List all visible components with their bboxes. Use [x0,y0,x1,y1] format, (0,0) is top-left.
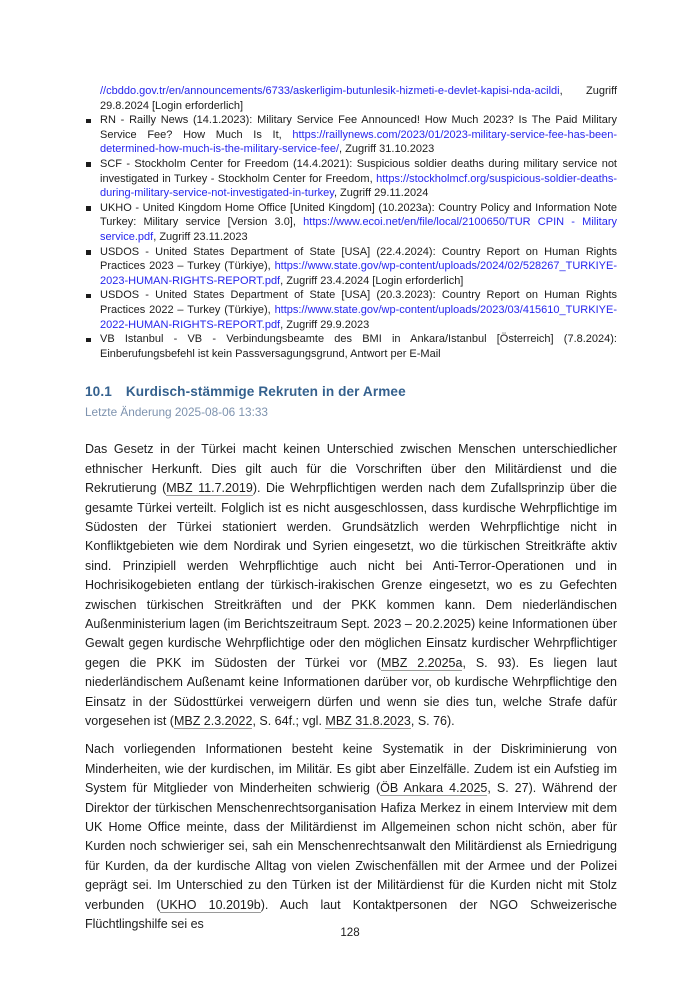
external-link[interactable]: https://raillynews.com/2023/01/2023-military-service-fee-has-been-determined-how-much-is-the-military-service-fee/ [100,128,617,156]
reference-item [85,201,617,245]
text-run: USDOS - United States Department of State [USA] (20.3.2023): Country Report on Human Rights Practices 2022 – Turkey (Türkiye), [100,289,617,316]
text-run: ). Auch laut Kontaktpersonen der NGO Schweizerische Flüchtlingshilfe sei es [85,897,618,932]
page-number: 128 [340,926,360,939]
text-run: , S. 93). Es liegen laut niederländischem Außenamt keine Informationen darüber vor, ob kurdische Wehrpflichtige den Einsatz in der Südosttürkei verweigern dürfen und wenn sie dies tun, welche Strafe dafür vorgesehen ist ( [85,655,617,728]
reference-continuation [85,84,617,113]
reference-item [85,113,617,157]
text-run: ). Die Wehrpflichtigen werden nach dem Zufallsprinzip über die gesamte Türkei verteilt. Folglich ist es nicht ausgeschlossen, dass kurdische Wehrpflichtige im Südosten der Türkei stationiert werden. Grundsätzlich werden Wehrpflichtige nicht in Konfliktgebieten wie dem Nordirak und Syrien eingesetzt, wo die türkischen Streitkräfte aktiv sind. Prinzipiell werden Wehrpflichtige auch nicht bei Anti-Terror-Operationen und in Hochrisikogebieten entlang der türkisch-irakischen Grenze eingesetzt, wo es zu Gefechten zwischen türkischen Streitkräften und der PKK kommen kann. Dem niederländischen Außenministerium lagen (im Berichtszeitraum Sept. 2023 – 20.2.2025) keine Informationen über Gewalt gegen kurdische Wehrpflichtige oder den möglichen Einsatz kurdischer Wehrpflichtiger gegen die PKK im Südosten der Türkei vor ( [85,481,618,670]
source-reference-link[interactable]: MBZ 31.8.2023 [325,713,411,728]
last-modified-label: Letzte Änderung 2025-08-06 13:33 [85,405,268,420]
reference-item [85,288,617,332]
text-run: , S. 27). Während der Direktor der türkischen Menschenrechtsorganisation Hafiza Merkez in einem Interview mit dem UK Home Office meinte, dass der Militärdienst im Allgemeinen schon nicht schön, aber für Kurden noch schwieriger sei, sah ein Menschenrechtsanwalt den Militärdienst als Erniedrigung für Kurden, da der kurdische Alltag von vielen Zwischenfällen mit der Armee und der Polizei geprägt sei. Im Unterschied zu den Türken ist der Militärdienst für die Kurden nicht mit Stolz verbunden ( [85,781,617,912]
source-reference-link[interactable]: UKHO 10.2019b [160,897,261,912]
external-link[interactable]: //cbddo.gov.tr/en/announcements/6733/askerligim-butunlesik-hizmeti-e-devlet-kapisi-nda-acildi [100,85,560,97]
page-content [85,84,617,934]
external-link[interactable]: https://www.state.gov/wp-content/uploads/2024/02/528267_TURKIYE-2023-HUMAN-RIGHTS-REPORT.pdf [100,260,617,287]
external-link[interactable]: https://www.ecoi.net/en/file/local/2100650/TUR CPIN - Military service.pdf [100,216,617,243]
text-run: , Zugriff 29.11.2024 [333,187,429,200]
reference-list [85,113,617,361]
text-run: , S. 64f.; vgl. [252,713,326,728]
source-reference-link[interactable]: MBZ 2.3.2022 [173,713,253,728]
section-heading [85,384,617,399]
external-link[interactable]: https://stockholmcf.org/suspicious-soldier-deaths-during-military-service-not-investigated-in-turkey [100,172,617,200]
section-number: 10.1 [85,384,112,400]
source-reference-link[interactable]: ÖB Ankara 4.2025 [380,781,488,796]
external-link[interactable]: https://www.state.gov/wp-content/uploads/2023/03/415610_TURKIYE-2022-HUMAN-RIGHTS-REPORT.pdf [100,303,617,331]
source-reference-link[interactable]: MBZ 11.7.2019 [166,481,253,496]
text-run: USDOS - United States Department of State [USA] (22.4.2024): Country Report on Human Rights Practices 2023 – Turkey (Türkiye), [100,245,617,273]
text-run: RN - Railly News (14.1.2023): Military Service Fee Announced! How Much 2023? Is The Paid Military Service Fee? How Much Is It, [100,114,617,141]
text-run: SCF - Stockholm Center for Freedom (14.4.2021): Suspicious soldier deaths during military service not investigated in Turkey - Stockholm Center for Freedom, [100,157,617,185]
reference-item [85,157,617,201]
text-run: , Zugriff 23.4.2024 [Login erforderlich] [280,274,464,287]
text-run: VB Istanbul - VB - Verbindungsbeamte des BMI in Ankara/Istanbul [Österreich] (7.8.2024): Einberufungsbefehl ist kein Passversagungsgrund, Antwort per E-Mail [100,333,617,360]
body-paragraph [85,440,617,731]
text-run: , Zugriff 29.8.2024 [Login erforderlich] [100,85,617,112]
text-run: , Zugriff 31.10.2023 [339,143,435,156]
body-paragraph [85,740,617,934]
text-run: , Zugriff 29.9.2023 [280,318,370,331]
text-run: , S. 76). [410,713,455,728]
text-run: , Zugriff 23.11.2023 [153,230,248,243]
section-title: Kurdisch-stämmige Rekruten in der Armee [125,384,406,400]
reference-item [85,332,617,361]
text-run: Nach vorliegenden Informationen besteht keine Systematik in der Diskriminierung von Minderheiten, wie der kurdischen, im Militär. Es gibt aber Einzelfälle. Zudem ist ein Aufstieg im System für Mitglieder von Minderheiten schwierig ( [85,742,617,796]
source-reference-link[interactable]: MBZ 2.2025a [380,655,463,670]
text-run: UKHO - United Kingdom Home Office [United Kingdom] (10.2023a): Country Policy and Information Note Turkey: Military service [Version 3.0], [100,201,617,229]
text-run: Das Gesetz in der Türkei macht keinen Unterschied zwischen Menschen unterschiedlicher ethnischer Herkunft. Dies gilt auch für die Vorschriften über den Militärdienst und die Rekrutierung ( [85,442,617,496]
reference-item [85,245,617,289]
